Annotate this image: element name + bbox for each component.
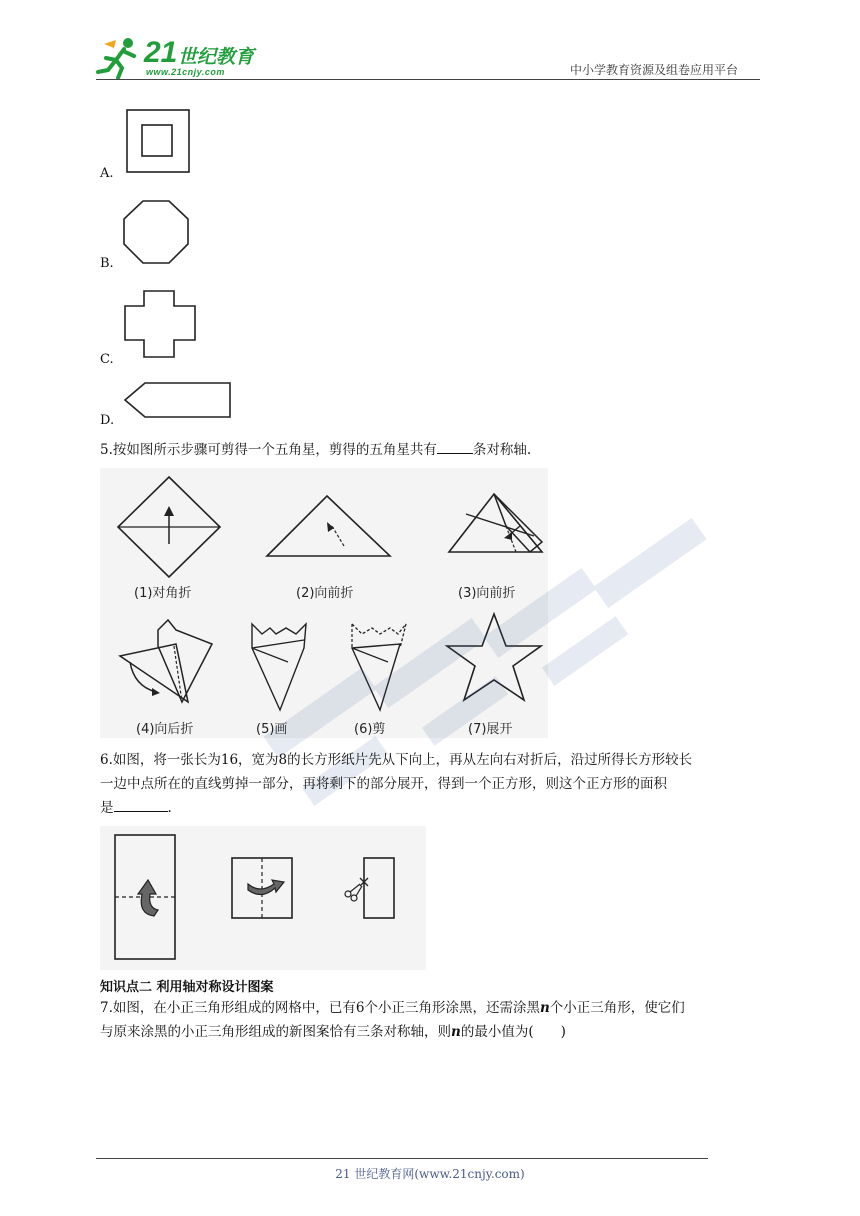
footer-rule bbox=[96, 1158, 708, 1159]
q5-text-before: 5.按如图所示步骤可剪得一个五角星，剪得的五角星共有 bbox=[100, 442, 437, 458]
option-c-figure bbox=[122, 288, 202, 360]
q7-line-1-after: 个小正三角形，使它们 bbox=[549, 1000, 685, 1016]
option-d-figure bbox=[122, 380, 234, 420]
q7-line-2-before: 与原来涂黑的小正三角形组成的新图案恰有三条对称轴，则 bbox=[100, 1024, 451, 1040]
step4-diagram bbox=[116, 616, 220, 712]
q6-figure bbox=[100, 826, 426, 970]
logo-number: 21 bbox=[144, 36, 178, 69]
step1-diagram bbox=[114, 474, 224, 580]
step1-caption: (1)对角折 bbox=[134, 586, 192, 601]
option-a-label: A. bbox=[100, 166, 114, 181]
question-5-text bbox=[100, 438, 764, 462]
step6-caption: (6)剪 bbox=[354, 722, 386, 737]
question-6-text bbox=[100, 748, 764, 820]
square-fold-left-diagram bbox=[230, 856, 294, 920]
step3-caption: (3)向前折 bbox=[458, 586, 516, 601]
q7-line-2 bbox=[100, 1020, 764, 1044]
header-rule bbox=[96, 79, 760, 80]
rectangle-fold-up-diagram bbox=[112, 832, 178, 962]
question-7-text bbox=[100, 996, 764, 1044]
q7-variable-n-2: n bbox=[451, 1024, 461, 1040]
option-b-label: B. bbox=[100, 256, 114, 271]
q7-line-1-before: 7.如图，在小正三角形组成的网格中，已有6个小正三角形涂黑，还需涂黑 bbox=[100, 1000, 540, 1016]
q6-line-3-before: 是 bbox=[100, 800, 114, 816]
step5-caption: (5)画 bbox=[256, 722, 288, 737]
header-logo bbox=[96, 36, 266, 80]
logo-url: www.21cnjy.com bbox=[146, 67, 225, 77]
section-2-title: 知识点二 利用轴对称设计图案 bbox=[100, 980, 274, 995]
q7-line-1 bbox=[100, 996, 764, 1020]
strip-cut-diagram bbox=[336, 856, 402, 922]
option-a-figure bbox=[124, 108, 192, 174]
q7-line-2-after: 的最小值为( ) bbox=[460, 1024, 566, 1040]
option-d-label: D. bbox=[100, 413, 115, 428]
q5-text-after: 条对称轴. bbox=[472, 442, 532, 458]
platform-name: 中小学教育资源及组卷应用平台 bbox=[570, 63, 739, 77]
q6-line-1: 6.如图，将一张长为16，宽为8的长方形纸片先从下向上，再从左向右对折后，沿过所得长方形较长 bbox=[100, 752, 693, 768]
option-b-figure bbox=[121, 198, 191, 266]
step2-caption: (2)向前折 bbox=[296, 586, 354, 601]
q7-variable-n: n bbox=[539, 1000, 550, 1016]
q6-line-3-after: . bbox=[167, 800, 172, 816]
step4-caption: (4)向后折 bbox=[136, 722, 194, 737]
q6-answer-blank[interactable] bbox=[114, 797, 168, 812]
step7-caption: (7)展开 bbox=[468, 722, 513, 737]
logo-text: 世纪教育 bbox=[178, 46, 255, 68]
runner-icon bbox=[96, 36, 142, 80]
q6-line-3 bbox=[100, 796, 764, 820]
option-c-label: C. bbox=[100, 352, 114, 367]
q6-line-2: 一边中点所在的直线剪掉一部分，再将剩下的部分展开，得到一个正方形，则这个正方形的面积 bbox=[100, 776, 667, 792]
q5-answer-blank[interactable] bbox=[437, 439, 473, 454]
footer-text: 21 世纪教育网(www.21cnjy.com) bbox=[335, 1167, 525, 1181]
